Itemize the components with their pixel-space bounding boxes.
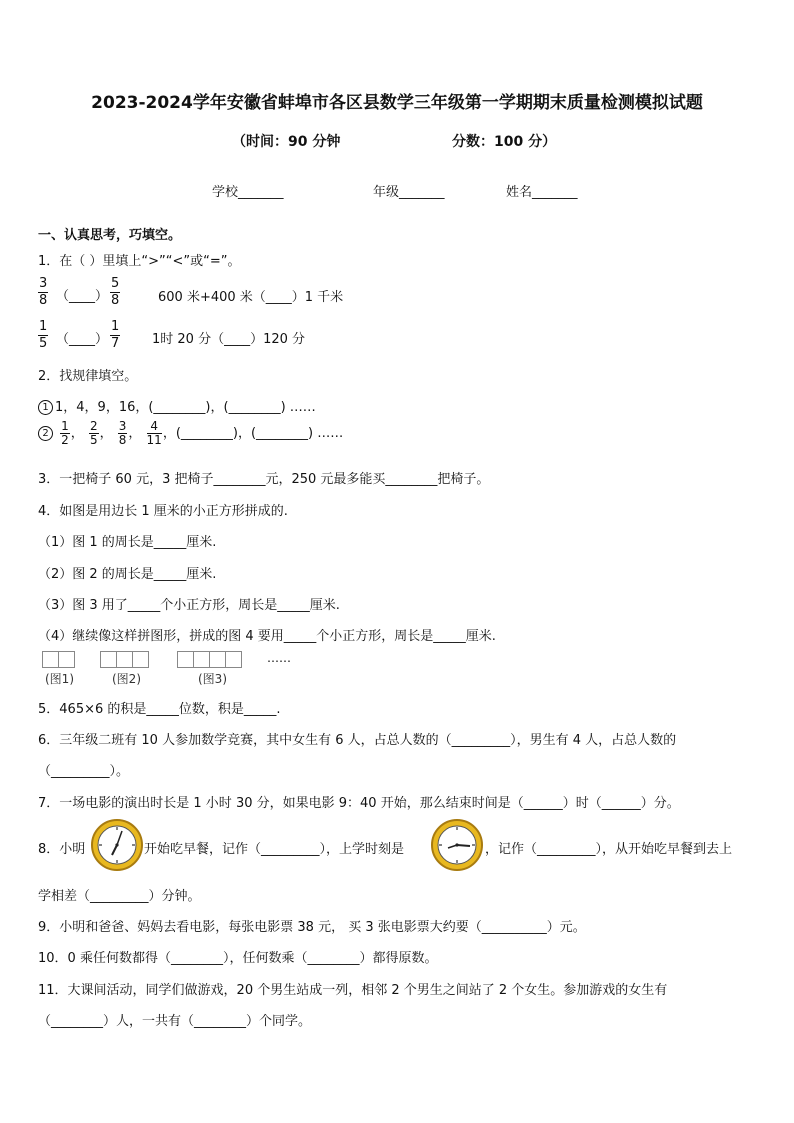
fraction: $\frac{1}{7}$ — [111, 319, 120, 351]
question-5[interactable]: 5．465×6 的积是_____位数，积是_____. — [38, 702, 281, 717]
question-7[interactable]: 7．一场电影的演出时长是 1 小时 30 分，如果电影 9：40 开始，那么结束时间是（______）时（______）分。 — [38, 796, 680, 811]
pattern-row-2[interactable]: 2 $\frac{1}{2}$ ， $\frac{2}{5}$ ， $\frac{3}{8}$ ， $\frac{4}{11}$ ，(________)，(________) …… — [38, 420, 343, 447]
fraction: $\frac{1}{2}$ — [61, 419, 69, 447]
figure-ellipsis: …… — [267, 651, 291, 665]
question-8-mid[interactable]: 开始吃早餐，记作（_________），上学时刻是 — [144, 842, 405, 857]
question-11[interactable]: 11．大课间活动，同学们做游戏，20 个男生站成一列，相邻 2 个男生之间站了 2 个女生。参加游戏的女生有 — [38, 983, 668, 998]
answer-blank[interactable]: （____） — [56, 332, 109, 347]
question-4-part-1[interactable]: （1）图 1 的周长是_____厘米. — [38, 535, 217, 550]
figure-3 — [177, 651, 241, 672]
fraction: $\frac{2}{5}$ — [89, 419, 98, 447]
question-4-part-4[interactable]: （4）继续像这样拼图形，拼成的图 4 要用_____个小正方形，周长是_____厘米. — [38, 629, 496, 644]
question-4-part-3[interactable]: （3）图 3 用了_____个小正方形，周长是_____厘米. — [38, 598, 340, 613]
fraction: $\frac{3}{8}$ — [39, 276, 48, 308]
question-9[interactable]: 9．小明和爸爸、妈妈去看电影，每张电影票 38 元， 买 3 张电影票大约要（__________）元。 — [38, 920, 586, 935]
page-title: 2023-2024学年安徽省蚌埠市各区县数学三年级第一学期期末质量检测模拟试题 — [91, 93, 703, 113]
school-field[interactable]: 学校_______ — [212, 185, 284, 200]
figure-2 — [100, 651, 148, 672]
exam-score: 分数：100 分） — [452, 134, 557, 150]
fraction: $\frac{4}{11}$ — [146, 419, 162, 447]
grade-field[interactable]: 年级_______ — [373, 185, 445, 200]
fraction: $\frac{1}{5}$ — [39, 319, 48, 351]
pattern-row-1[interactable]: 1 1，4，9，16，(________)，(________) …… — [38, 396, 316, 415]
question-8-cont[interactable]: 学相差（_________）分钟。 — [38, 889, 201, 904]
circled-number: 1 — [38, 400, 53, 415]
question-8-start: 8．小明 — [38, 842, 86, 857]
clock-breakfast-icon — [90, 818, 144, 872]
fraction: $\frac{3}{8}$ — [118, 419, 127, 447]
clock-school-icon — [430, 818, 484, 872]
fraction: $\frac{5}{8}$ — [111, 276, 120, 308]
answer-blank[interactable]: （____） — [56, 289, 109, 304]
question-4: 4．如图是用边长 1 厘米的小正方形拼成的. — [38, 504, 288, 519]
compare-row-2[interactable]: 1时 20 分（____）120 分 — [152, 332, 306, 347]
question-3[interactable]: 3．一把椅子 60 元，3 把椅子________元，250 元最多能买________把椅子。 — [38, 472, 490, 487]
figure-1 — [42, 651, 74, 672]
section-heading: 一、认真思考，巧填空。 — [38, 228, 182, 243]
question-6[interactable]: 6．三年级二班有 10 人参加数学竞赛，其中女生有 6 人，占总人数的（_________），男生有 4 人，占总人数的 — [38, 733, 677, 748]
question-10[interactable]: 10．0 乘任何数都得（________），任何数乘（________）都得原数。 — [38, 951, 438, 966]
question-4-part-2[interactable]: （2）图 2 的周长是_____厘米. — [38, 567, 217, 582]
exam-time: （时间：90 分钟 — [232, 134, 341, 150]
compare-row-1[interactable]: 600 米+400 米（____）1 千米 — [158, 290, 344, 305]
question-11-cont[interactable]: （________）人，一共有（________）个同学。 — [38, 1014, 312, 1029]
question-1: 1．在（ ）里填上“>”“<”或“=”。 — [38, 254, 241, 269]
figure-3-label: (图3) — [198, 672, 227, 686]
name-field[interactable]: 姓名_______ — [506, 185, 578, 200]
question-2: 2．找规律填空。 — [38, 369, 138, 384]
question-8-end[interactable]: ，记作（_________），从开始吃早餐到去上 — [485, 842, 733, 857]
figure-1-label: (图1) — [45, 672, 74, 686]
question-6-cont[interactable]: （_________）。 — [38, 764, 130, 779]
figure-2-label: (图2) — [112, 672, 141, 686]
circled-number: 2 — [38, 426, 53, 441]
